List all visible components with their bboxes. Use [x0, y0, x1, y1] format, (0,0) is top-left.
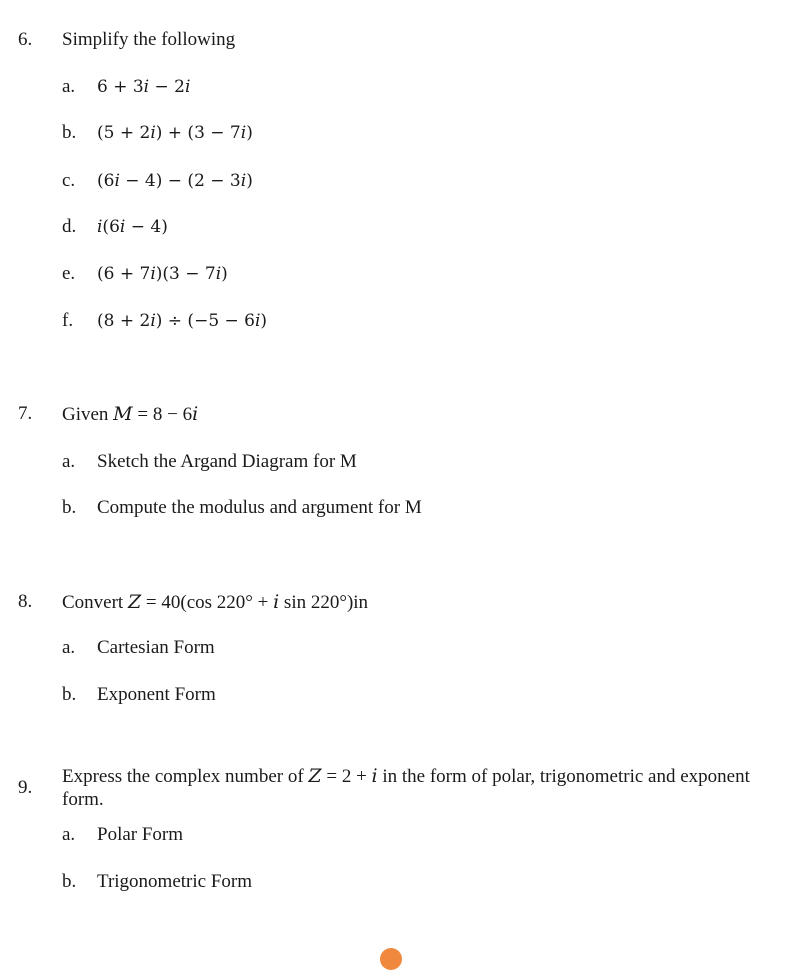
item-label: e.: [62, 263, 76, 284]
item-label: d.: [62, 216, 77, 237]
question-6-item-d: [62, 216, 168, 238]
question-6-number: 6.: [18, 29, 33, 50]
question-7-item-a: [62, 451, 357, 473]
item-label: a.: [62, 637, 76, 658]
item-expression: (5 + 2𝑖) + (3 − 7𝑖): [97, 123, 253, 143]
item-text: Polar Form: [97, 824, 184, 845]
question-6-item-a: [62, 76, 190, 98]
item-expression: 6 + 3𝑖 − 2𝑖: [97, 77, 191, 97]
item-label: a.: [62, 76, 76, 97]
item-label: b.: [62, 684, 77, 705]
question-7-title: Given 𝑀 = 8 − 6𝑖: [62, 404, 199, 425]
item-label: b.: [62, 871, 77, 892]
question-9-item-b: [62, 871, 252, 893]
partial-orange-dot: [380, 948, 402, 970]
item-text: Compute the modulus and argument for M: [97, 497, 422, 518]
item-text: Exponent Form: [97, 684, 216, 705]
item-label: b.: [62, 122, 77, 143]
item-text: Trigonometric Form: [97, 871, 252, 892]
question-6-item-e: [62, 263, 228, 285]
item-expression: 𝑖(6𝑖 − 4): [97, 217, 168, 237]
question-6-title: Simplify the following: [62, 29, 236, 50]
question-8-item-b: [62, 684, 216, 706]
question-8-title: Convert 𝑍 = 40(cos 220° + 𝑖 sin 220°)in: [62, 592, 369, 613]
question-7-item-b: [62, 497, 422, 519]
question-6-item-b: [62, 122, 253, 144]
item-expression: (6𝑖 − 4) − (2 − 3𝑖): [97, 171, 253, 191]
question-8-number: 8.: [18, 591, 33, 612]
question-6-item-c: [62, 170, 253, 192]
question-9-number: 9.: [18, 777, 33, 798]
question-9-item-a: [62, 824, 183, 846]
item-label: b.: [62, 497, 77, 518]
item-text: Cartesian Form: [97, 637, 215, 658]
question-6-item-f: [62, 310, 267, 332]
item-text: Sketch the Argand Diagram for M: [97, 451, 357, 472]
question-8-item-a: [62, 637, 215, 659]
item-label: a.: [62, 824, 76, 845]
question-7-number: 7.: [18, 403, 33, 424]
item-label: a.: [62, 451, 76, 472]
question-9-title: Express the complex number of 𝑍 = 2 + 𝑖 in the form of polar, trigonometric and exponent form.: [62, 766, 750, 810]
item-expression: (8 + 2𝑖) ÷ (−5 − 6𝑖): [97, 311, 268, 331]
item-label: f.: [62, 310, 74, 331]
item-label: c.: [62, 170, 76, 191]
item-expression: (6 + 7𝑖)(3 − 7𝑖): [97, 264, 228, 284]
